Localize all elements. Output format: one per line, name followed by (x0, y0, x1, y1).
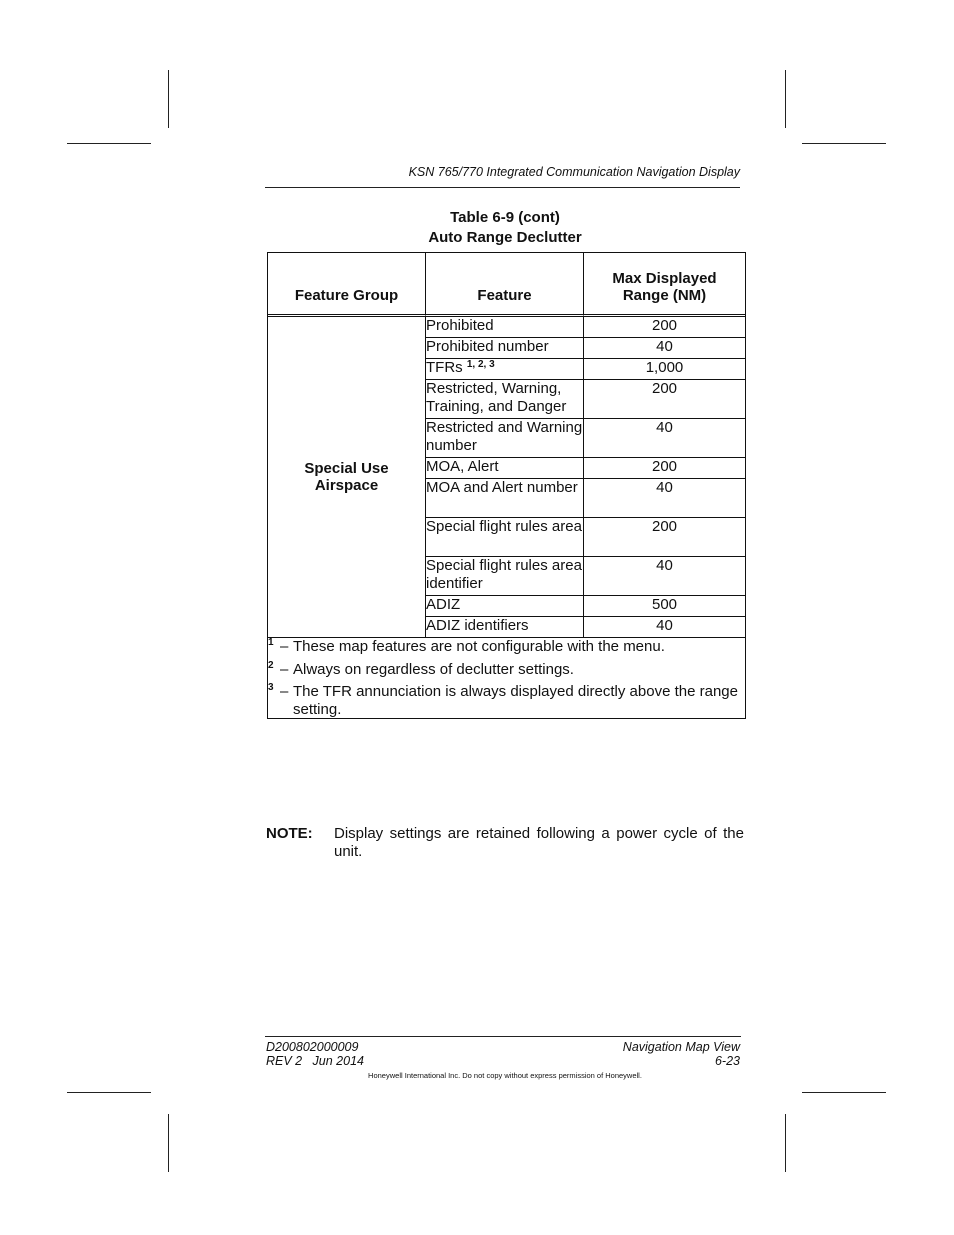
feature-cell: MOA and Alert number (426, 479, 584, 518)
table-header-row (268, 253, 745, 317)
footnote-text: The TFR annunciation is always displayed directly above the range setting. (293, 683, 738, 718)
crop-mark-top-left-horizontal (67, 143, 151, 144)
table-title: Auto Range Declutter (428, 229, 582, 246)
header-feature-group: Feature Group (268, 253, 426, 317)
feature-text: TFRs (426, 359, 463, 376)
footnotes-row (268, 638, 745, 718)
feature-cell: ADIZ identifiers (426, 617, 584, 638)
page-number: 6-23 (714, 1054, 740, 1068)
footnote-dash: – (280, 638, 289, 655)
table-caption (265, 208, 745, 248)
feature-cell: MOA, Alert (426, 458, 584, 479)
crop-mark-top-right-vertical (785, 70, 786, 128)
table-row (268, 317, 745, 338)
copyright-notice: Honeywell International Inc. Do not copy without express permission of Honeywell. (368, 1071, 642, 1080)
crop-mark-top-left-vertical (168, 70, 169, 128)
note-block (266, 825, 744, 860)
range-cell: 1,000 (584, 359, 745, 380)
feature-cell: Restricted, Warning, Training, and Danger (426, 380, 584, 419)
footnote-reference: 1, 2, 3 (466, 359, 495, 370)
crop-mark-bottom-left-vertical (168, 1114, 169, 1172)
note-text: Display settings are retained following a power cycle of the unit. (334, 825, 744, 860)
crop-mark-bottom-left-horizontal (67, 1092, 151, 1093)
header-max-range-line2: Range (NM) (622, 287, 707, 304)
range-cell: 200 (584, 317, 745, 338)
footnote-dash: – (280, 683, 289, 700)
range-cell: 200 (584, 458, 745, 479)
feature-cell: Special flight rules area identifier (426, 557, 584, 596)
footnote-dash: – (280, 660, 289, 678)
footnote-text: Always on regardless of declutter settings. (293, 660, 574, 678)
feature-cell: ADIZ (426, 596, 584, 617)
crop-mark-bottom-right-vertical (785, 1114, 786, 1172)
feature-cell: Prohibited (426, 317, 584, 338)
feature-cell: Special flight rules area (426, 518, 584, 557)
range-cell: 500 (584, 596, 745, 617)
feature-cell (426, 359, 584, 380)
footnote-text: These map features are not configurable with the menu. (293, 638, 665, 655)
note-label: NOTE: (266, 825, 313, 842)
range-cell: 40 (584, 617, 745, 638)
range-cell: 40 (584, 557, 745, 596)
feature-group-cell (268, 317, 426, 638)
revision-date: REV 2 Jun 2014 (266, 1054, 364, 1068)
range-cell: 40 (584, 338, 745, 359)
footnote-mark: 1 (268, 637, 274, 648)
footnotes-cell (268, 638, 745, 718)
feature-group-line2: Airspace (314, 477, 379, 494)
header-max-range-line1: Max Displayed (612, 270, 717, 287)
section-title: Navigation Map View (622, 1040, 740, 1054)
footnote (268, 661, 745, 679)
auto-range-declutter-table (267, 252, 746, 719)
footer-left (266, 1040, 364, 1068)
header-rule (265, 187, 740, 188)
footnote-mark: 2 (268, 659, 274, 671)
footnote-mark: 3 (268, 682, 274, 693)
footer-right (623, 1040, 740, 1068)
footnote (268, 683, 745, 718)
running-header: KSN 765/770 Integrated Communication Navigation Display (408, 165, 740, 179)
crop-mark-bottom-right-horizontal (802, 1092, 886, 1093)
range-cell: 40 (584, 419, 745, 458)
range-cell: 40 (584, 479, 745, 518)
document-number: D200802000009 (266, 1040, 359, 1054)
header-feature: Feature (426, 253, 584, 317)
table-number: Table 6-9 (cont) (450, 209, 560, 226)
feature-cell: Prohibited number (426, 338, 584, 359)
footnote (268, 638, 745, 656)
range-cell: 200 (584, 380, 745, 419)
feature-group-line1: Special Use (304, 459, 389, 477)
footer-rule (265, 1036, 741, 1037)
crop-mark-top-right-horizontal (802, 143, 886, 144)
feature-cell: Restricted and Warning number (426, 419, 584, 458)
range-cell: 200 (584, 518, 745, 557)
header-max-range (584, 253, 745, 317)
